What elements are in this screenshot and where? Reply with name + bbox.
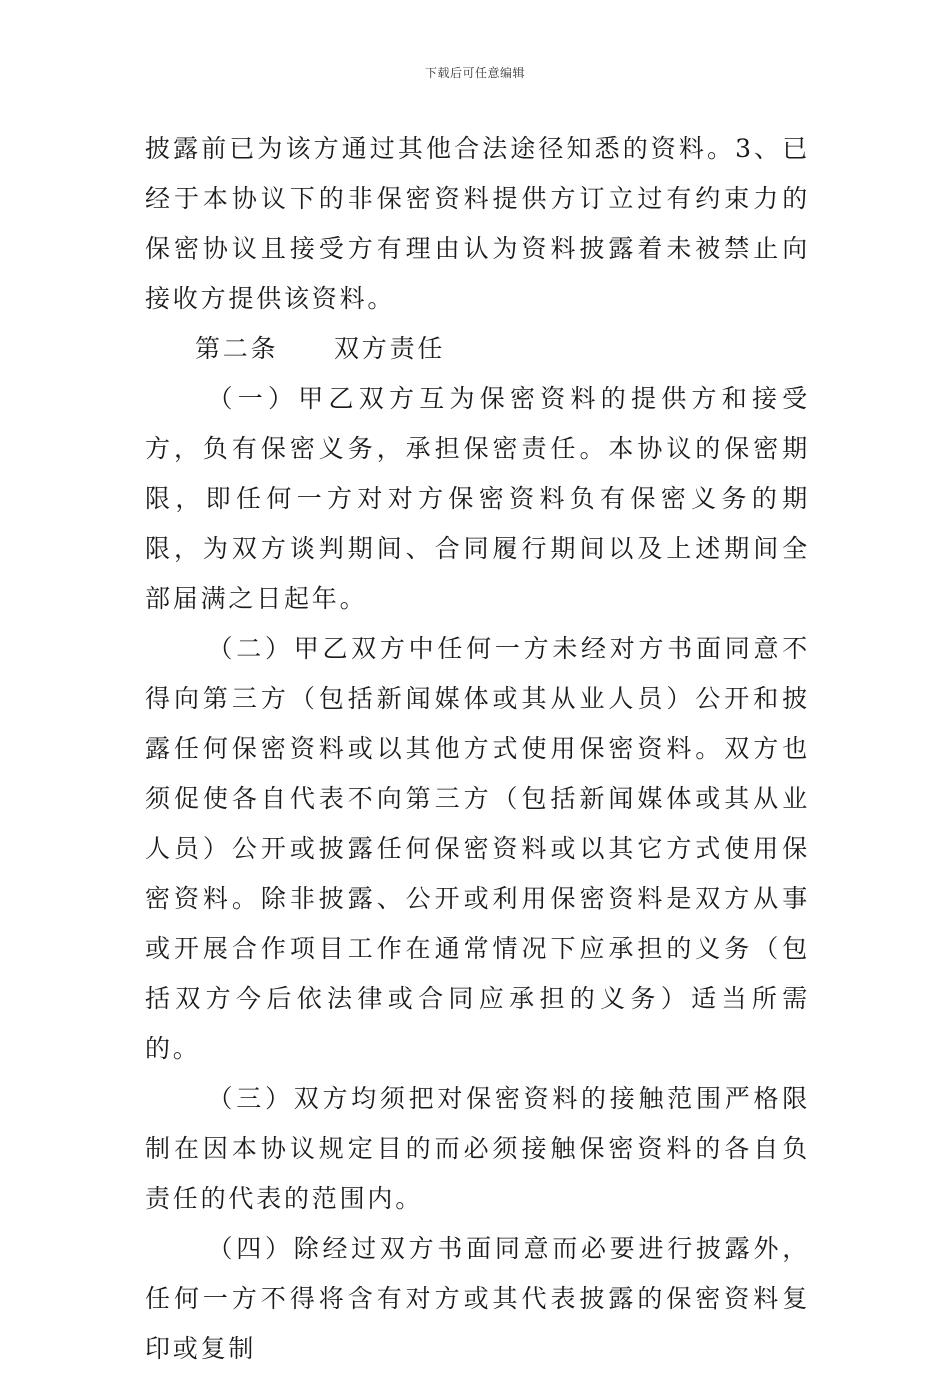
- clause-2: （二）甲乙双方中任何一方未经对方书面同意不得向第三方（包括新闻媒体或其从业人员）公开和披露任何保密资料或以其他方式使用保密资料。双方也须促使各自代表不向第三方（包括新闻媒体或其从业人员）公开或披露任何保密资料或以其它方式使用保密资料。除非披露、公开或利用保密资料是双方从事或开展合作项目工作在通常情况下应承担的义务（包括双方今后依法律或合同应承担的义务）适当所需的。: [145, 634, 810, 1063]
- clause-1: （一）甲乙双方互为保密资料的提供方和接受方，负有保密义务，承担保密责任。本协议的保密期限，即任何一方对对方保密资料负有保密义务的期限，为双方谈判期间、合同履行期间以及上述期间全部届满之日起年。: [145, 384, 810, 613]
- clause-3: （三）双方均须把对保密资料的接触范围严格限制在因本协议规定目的而必须接触保密资料的各自负责任的代表的范围内。: [145, 1084, 810, 1213]
- paragraph-continuation: 披露前已为该方通过其他合法途径知悉的资料。3、已经于本协议下的非保密资料提供方订立过有约束力的保密协议且接受方有理由认为资料披露着未被禁止向接收方提供该资料。: [145, 134, 810, 313]
- page-header: 下载后可任意编辑: [424, 66, 525, 80]
- clause-4: （四）除经过双方书面同意而必要进行披露外，任何一方不得将含有对方或其代表披露的保密资料复印或复制: [145, 1234, 810, 1363]
- document-body: [145, 124, 810, 1374]
- article-heading: 第二条 双方责任: [195, 334, 446, 363]
